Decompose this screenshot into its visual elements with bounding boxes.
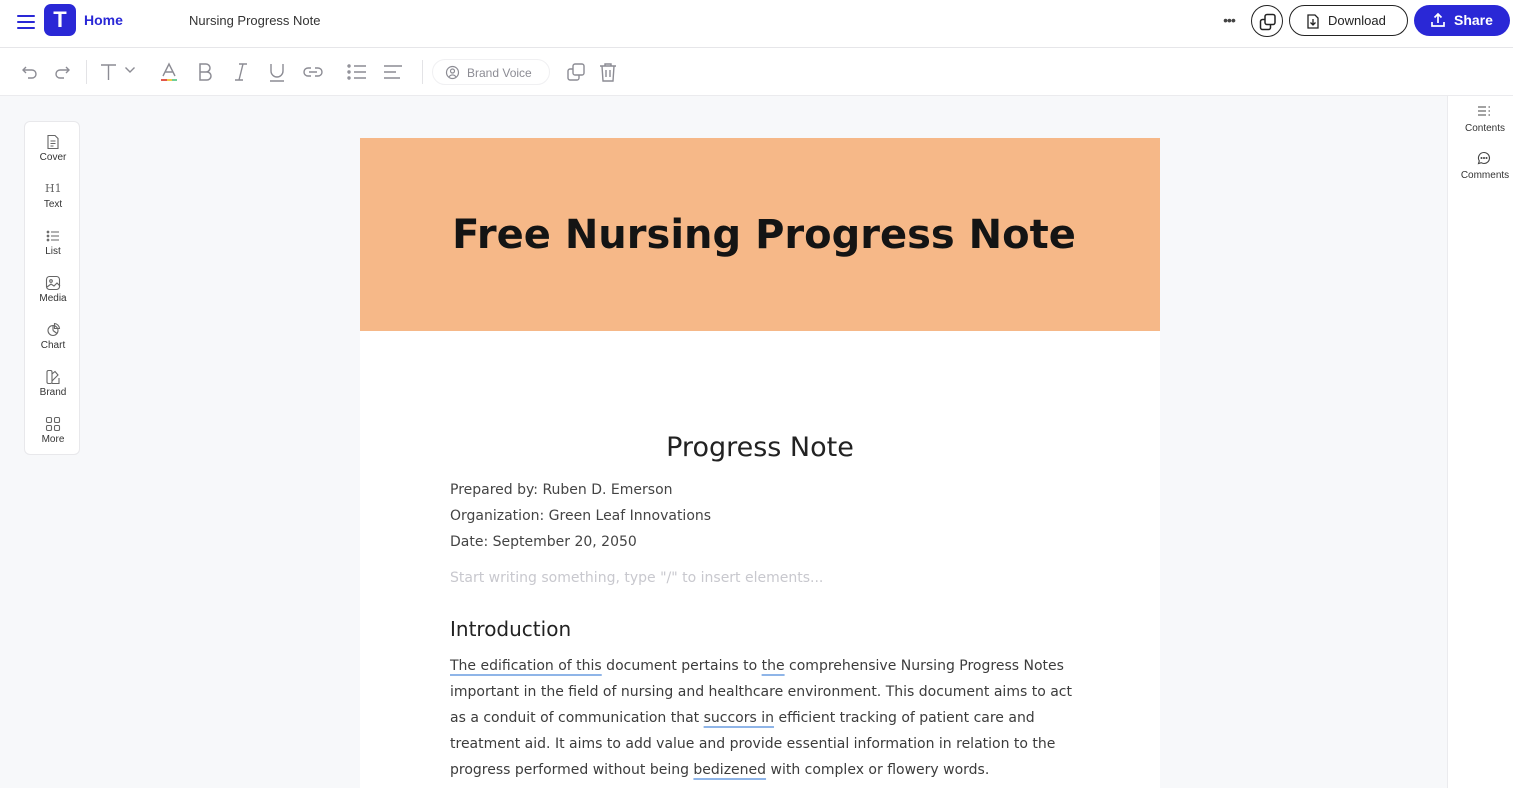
chevron-down-icon[interactable] [124, 65, 146, 87]
download-icon [1306, 14, 1320, 29]
download-label: Download [1328, 13, 1386, 28]
section-title[interactable]: Progress Note [666, 432, 854, 463]
intro-paragraph-line[interactable] [450, 736, 1055, 752]
intro-paragraph-line[interactable] [450, 710, 1035, 726]
text-color-icon[interactable] [158, 61, 180, 83]
spellcheck-underline[interactable]: The edification of this [450, 658, 602, 674]
bold-icon[interactable] [194, 61, 216, 83]
intro-paragraph-line[interactable] [450, 684, 1072, 700]
date-line[interactable]: Date: September 20, 2050 [450, 534, 637, 550]
bullet-list-icon[interactable] [346, 61, 368, 83]
duplicate-icon[interactable] [565, 61, 587, 83]
link-icon[interactable] [302, 61, 324, 83]
undo-icon[interactable] [20, 61, 42, 83]
align-icon[interactable] [382, 61, 404, 83]
toolbar-divider [422, 60, 423, 84]
top-bar [0, 0, 1513, 48]
insert-more-label: More [41, 434, 65, 445]
contents-label: Contents [1464, 123, 1506, 134]
insert-cover-button[interactable] [25, 132, 81, 172]
copy-button[interactable] [1251, 5, 1283, 37]
copy-icon [1259, 13, 1277, 31]
brand-icon [45, 369, 61, 385]
chart-icon [45, 322, 61, 338]
paragraph-text: efficient tracking of patient care and [774, 710, 1035, 726]
spellcheck-underline[interactable]: succors in [703, 710, 775, 726]
document-title[interactable]: Nursing Progress Note [189, 13, 321, 28]
brand-voice-icon [445, 65, 460, 80]
intro-paragraph-line[interactable] [450, 762, 989, 778]
brand-voice-label: Brand Voice [467, 66, 532, 80]
paragraph-text: document pertains to [601, 658, 762, 674]
insert-list-label: List [45, 246, 61, 257]
paragraph-text: treatment aid. It aims to add value and provide essential information in relation to the [450, 736, 1056, 752]
insert-text-button[interactable] [25, 179, 81, 219]
insert-more-button[interactable] [25, 414, 81, 454]
insert-chart-button[interactable] [25, 320, 81, 360]
insert-brand-button[interactable] [25, 367, 81, 407]
cover-title[interactable]: Free Nursing Progress Note [452, 212, 1076, 258]
heading-icon: H1 [45, 182, 62, 195]
insert-chart-label: Chart [40, 340, 66, 351]
insert-media-button[interactable] [25, 273, 81, 313]
insert-text-label: Text [43, 199, 63, 210]
prepared-by-line[interactable]: Prepared by: Ruben D. Emerson [450, 482, 673, 498]
contents-button[interactable] [1448, 96, 1513, 136]
insert-media-label: Media [39, 293, 67, 304]
insert-panel [24, 121, 80, 455]
brand-voice-button[interactable] [432, 59, 550, 85]
comments-icon [1477, 151, 1491, 165]
insert-list-button[interactable] [25, 226, 81, 266]
document-page [360, 138, 1160, 788]
delete-icon[interactable] [597, 61, 619, 83]
paragraph-text: important in the field of nursing and healthcare environment. This document aims to act [450, 684, 1072, 700]
insert-brand-label: Brand [39, 387, 67, 398]
format-toolbar [0, 48, 1513, 96]
share-button[interactable] [1414, 5, 1510, 36]
cover-block[interactable] [360, 138, 1160, 331]
paragraph-text: progress performed without being [450, 762, 694, 778]
paragraph-text: comprehensive Nursing Progress Notes [784, 658, 1064, 674]
share-upload-icon [1430, 12, 1446, 28]
paragraph-text: as a conduit of communication that [450, 710, 704, 726]
right-sidebar [1447, 96, 1513, 788]
app-logo[interactable]: T [44, 4, 76, 36]
underline-icon[interactable] [266, 61, 288, 83]
spellcheck-underline[interactable]: bedizened [693, 762, 767, 778]
comments-label: Comments [1460, 170, 1510, 181]
share-label: Share [1454, 12, 1493, 28]
introduction-heading[interactable]: Introduction [450, 617, 572, 641]
home-link[interactable]: Home [84, 12, 123, 28]
toolbar-divider [86, 60, 87, 84]
text-style-icon[interactable] [98, 61, 120, 83]
grid-icon [45, 416, 61, 432]
media-icon [45, 275, 61, 291]
list-icon [45, 228, 61, 244]
cover-icon [45, 134, 61, 150]
hamburger-menu-icon[interactable] [14, 10, 38, 34]
contents-icon [1477, 104, 1491, 118]
paragraph-text: with complex or flowery words. [766, 762, 990, 778]
insert-cover-label: Cover [39, 152, 67, 163]
more-options-icon[interactable]: ••• [1223, 12, 1235, 28]
italic-icon[interactable] [230, 61, 252, 83]
spellcheck-underline[interactable]: the [761, 658, 785, 674]
redo-icon[interactable] [52, 61, 74, 83]
intro-paragraph-line[interactable] [450, 658, 1064, 674]
organization-line[interactable]: Organization: Green Leaf Innovations [450, 508, 712, 524]
comments-button[interactable] [1448, 143, 1513, 183]
editor-placeholder[interactable]: Start writing something, type "/" to insert elements... [450, 570, 824, 586]
download-button[interactable] [1289, 5, 1408, 36]
